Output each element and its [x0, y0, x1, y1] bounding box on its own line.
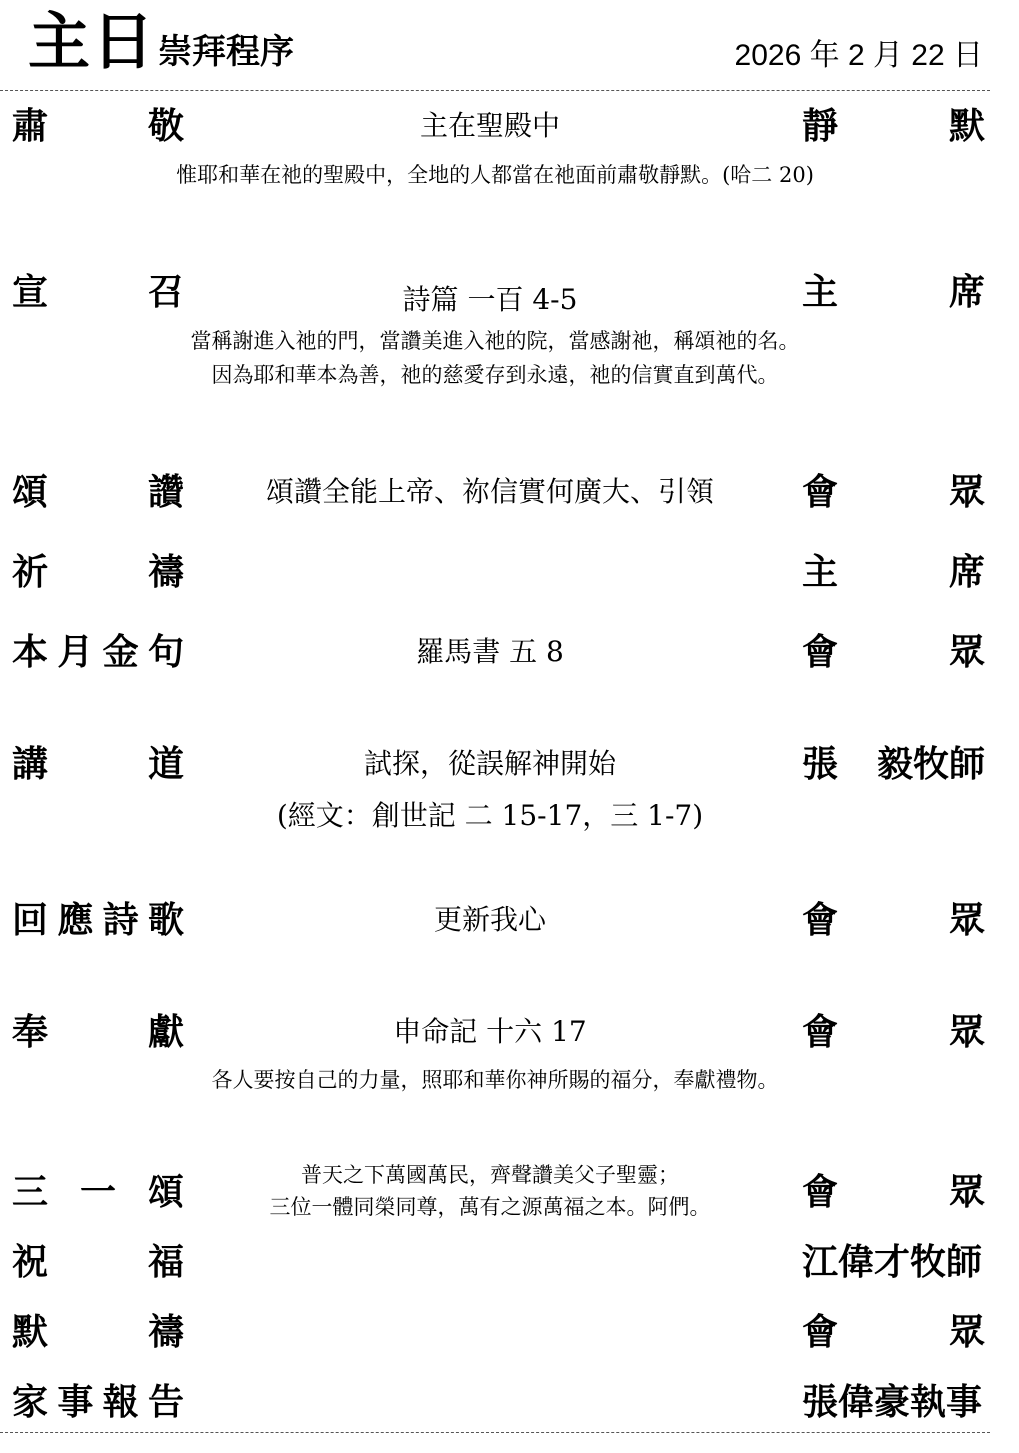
item-content-memory-verse: 羅馬書 五 8: [416, 635, 564, 668]
label-char: 禱: [147, 551, 184, 592]
label-char: 獻: [147, 1011, 184, 1052]
item-leader-response-song: [802, 898, 985, 942]
footer-divider: [0, 1432, 990, 1433]
page-subtitle: 崇拜程序: [158, 33, 294, 71]
label-char: 報: [102, 1381, 139, 1422]
leader-char: 眾: [948, 1171, 985, 1212]
label-char: 祈: [12, 551, 49, 592]
item-label-sermon: [12, 742, 184, 786]
leader-char: 主: [802, 271, 839, 312]
item-content-doxology-2: 三位一體同榮同尊，萬有之源萬福之本。阿們。: [269, 1195, 711, 1219]
item-leader-reverence: [802, 104, 985, 148]
label-char: 句: [147, 631, 184, 672]
item-content-reverence: 主在聖殿中: [419, 109, 560, 142]
label-char: 三: [12, 1171, 49, 1212]
item-label-prayer: [12, 550, 184, 594]
item-verse-offering: 各人要按自己的力量，照耶和華你神所賜的福分，奉獻禮物。: [211, 1068, 779, 1092]
label-char: 道: [147, 743, 184, 784]
label-char: 詩: [102, 899, 139, 940]
service-date: 2026 年 2 月 22 日: [734, 39, 983, 72]
label-char: 肅: [12, 105, 49, 146]
leader-char: 席: [948, 551, 985, 592]
item-label-memory-verse: [12, 630, 184, 674]
item-leader-benediction: 江偉才牧師: [802, 1241, 983, 1282]
leader-char: 眾: [948, 631, 985, 672]
item-leader-sermon: [802, 742, 985, 786]
leader-char: 主: [802, 551, 839, 592]
item-label-silent-prayer: [12, 1310, 184, 1354]
leader-char: 眾: [948, 1311, 985, 1352]
leader-char: 眾: [948, 471, 985, 512]
item-content-sermon-title: 試探，從誤解神開始: [363, 747, 616, 780]
leader-char: 會: [802, 899, 839, 940]
leader-char: 會: [802, 631, 839, 672]
item-leader-offering: [802, 1010, 985, 1054]
leader-char: 眾: [948, 899, 985, 940]
label-char: 福: [147, 1241, 184, 1282]
leader-char: 張: [802, 743, 839, 784]
item-content-response-song: 更新我心: [433, 903, 546, 936]
item-content-sermon-scripture: (經文：創世記 二 15-17，三 1-7): [276, 799, 704, 832]
item-label-reverence: [12, 104, 184, 148]
leader-char: 席: [948, 271, 985, 312]
item-content-doxology-1: 普天之下萬國萬民，齊聲讚美父子聖靈；: [301, 1163, 679, 1187]
leader-char: 毅牧師: [876, 743, 985, 784]
label-char: 家: [12, 1381, 49, 1422]
item-verse-call-to-worship-1: 當稱謝進入祂的門，當讚美進入祂的院，當感謝祂，稱頌祂的名。: [190, 329, 800, 353]
item-label-praise: [12, 470, 184, 514]
item-label-call-to-worship: [12, 270, 184, 314]
item-verse-reverence: 惟耶和華在祂的聖殿中，全地的人都當在祂面前肅敬靜默。(哈二 20): [176, 163, 814, 187]
label-char: 讚: [147, 471, 184, 512]
label-char: 回: [12, 899, 49, 940]
label-char: 頌: [147, 1171, 184, 1212]
item-label-announcements: [12, 1380, 184, 1424]
label-char: 本: [12, 631, 49, 672]
item-leader-doxology: [802, 1170, 985, 1214]
item-content-offering: 申命記 十六 17: [393, 1015, 587, 1048]
item-leader-silent-prayer: [802, 1310, 985, 1354]
item-label-offering: [12, 1010, 184, 1054]
item-leader-prayer: [802, 550, 985, 594]
label-char: 召: [147, 271, 184, 312]
leader-char: 會: [802, 1171, 839, 1212]
label-char: 敬: [147, 105, 184, 146]
item-verse-call-to-worship-2: 因為耶和華本為善，祂的慈愛存到永遠，祂的信實直到萬代。: [211, 363, 779, 387]
label-char: 默: [12, 1311, 49, 1352]
label-char: 一: [79, 1171, 116, 1212]
item-label-response-song: [12, 898, 184, 942]
label-char: 應: [57, 899, 94, 940]
item-content-call-to-worship: 詩篇 一百 4-5: [402, 283, 578, 316]
label-char: 宣: [12, 271, 49, 312]
label-char: 禱: [147, 1311, 184, 1352]
item-content-praise: 頌讚全能上帝、祢信實何廣大、引領: [265, 475, 714, 508]
label-char: 祝: [12, 1241, 49, 1282]
label-char: 頌: [12, 471, 49, 512]
label-char: 講: [12, 743, 49, 784]
item-label-doxology: [12, 1170, 184, 1214]
item-leader-memory-verse: [802, 630, 985, 674]
item-leader-announcements: 張偉豪執事: [802, 1381, 983, 1422]
page-title: 主日: [28, 8, 157, 77]
label-char: 奉: [12, 1011, 49, 1052]
leader-char: 靜: [802, 105, 839, 146]
leader-char: 會: [802, 471, 839, 512]
label-char: 月: [57, 631, 94, 672]
label-char: 事: [57, 1381, 94, 1422]
label-char: 金: [102, 631, 139, 672]
leader-char: 會: [802, 1011, 839, 1052]
label-char: 歌: [147, 899, 184, 940]
header-divider: [0, 90, 990, 91]
leader-char: 眾: [948, 1011, 985, 1052]
item-leader-praise: [802, 470, 985, 514]
leader-char: 默: [948, 105, 985, 146]
leader-char: 會: [802, 1311, 839, 1352]
label-char: 告: [147, 1381, 184, 1422]
item-label-benediction: [12, 1240, 184, 1284]
item-leader-call-to-worship: [802, 270, 985, 314]
